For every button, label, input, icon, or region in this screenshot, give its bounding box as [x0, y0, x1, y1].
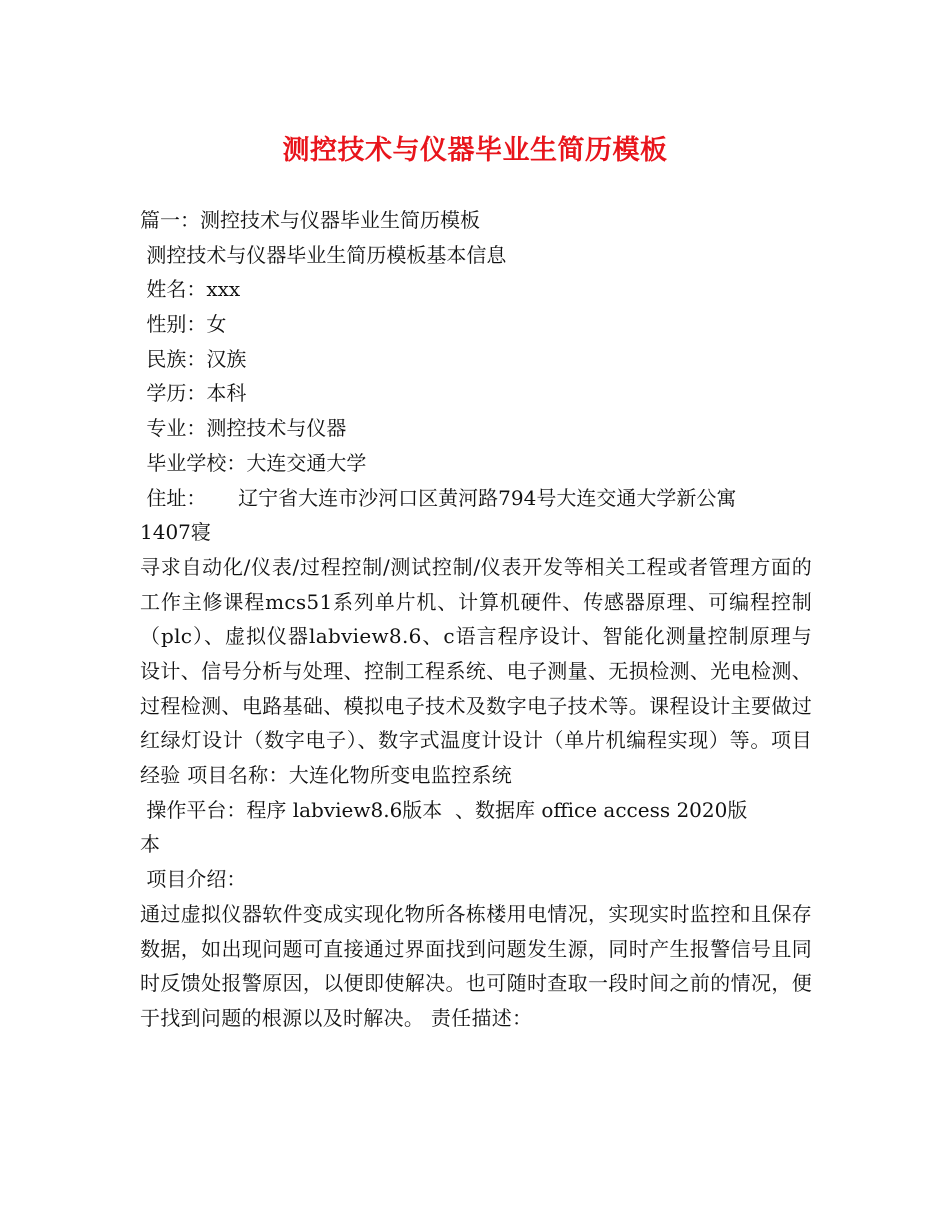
- field-school: 毕业学校：大连交通大学: [140, 450, 367, 475]
- field-education: 学历：本科: [140, 381, 247, 406]
- section-heading: 篇一：测控技术与仪器毕业生简历模板: [140, 208, 480, 232]
- basic-info-heading: 测控技术与仪器毕业生简历模板基本信息: [140, 242, 507, 267]
- document-title: 测控技术与仪器毕业生简历模板: [282, 135, 668, 166]
- field-name: 姓名：xxx: [140, 277, 241, 302]
- platform-line-1: 操作平台：程序 labview8.6版本 、数据库 office access 2020版: [140, 797, 748, 822]
- project-intro-paragraph: 通过虚拟仪器软件变成实现化物所各栋楼用电情况，实现实时监控和且保存数据，如出现问题可直接通过界面找到问题发生源，同时产生报警信号且同时反馈处报警原因，以便即使解决。也可随时查取一段时间之前的情况，便于找到问题的根源以及时解决。 责任描述：: [140, 901, 812, 1030]
- project-intro-label: 项目介绍：: [140, 867, 247, 892]
- platform-line-2: 本: [140, 832, 160, 857]
- document-body: [140, 203, 812, 1036]
- objective-paragraph: 寻求自动化/仪表/过程控制/测试控制/仪表开发等相关工程或者管理方面的工作主修课程mcs51系列单片机、计算机硬件、传感器原理、可编程控制（plc）、虚拟仪器labview8.6、c语言程序设计、智能化测量控制原理与设计、信号分析与处理、控制工程系统、电子测量、无损检测、光电检测、过程检测、电路基础、模拟电子技术及数字电子技术等。课程设计主要做过红绿灯设计（数字电子）、数字式温度计设计（单片机编程实现）等。项目经验 项目名称：大连化物所变电监控系统: [140, 554, 812, 788]
- field-gender: 性别：女: [140, 312, 227, 337]
- field-ethnicity: 民族：汉族: [140, 346, 247, 371]
- field-major: 专业：测控技术与仪器: [140, 416, 347, 441]
- address-line-2: 1407寝: [140, 520, 211, 545]
- address-line-1: 住址： 辽宁省大连市沙河口区黄河路794号大连交通大学新公寓: [140, 485, 737, 510]
